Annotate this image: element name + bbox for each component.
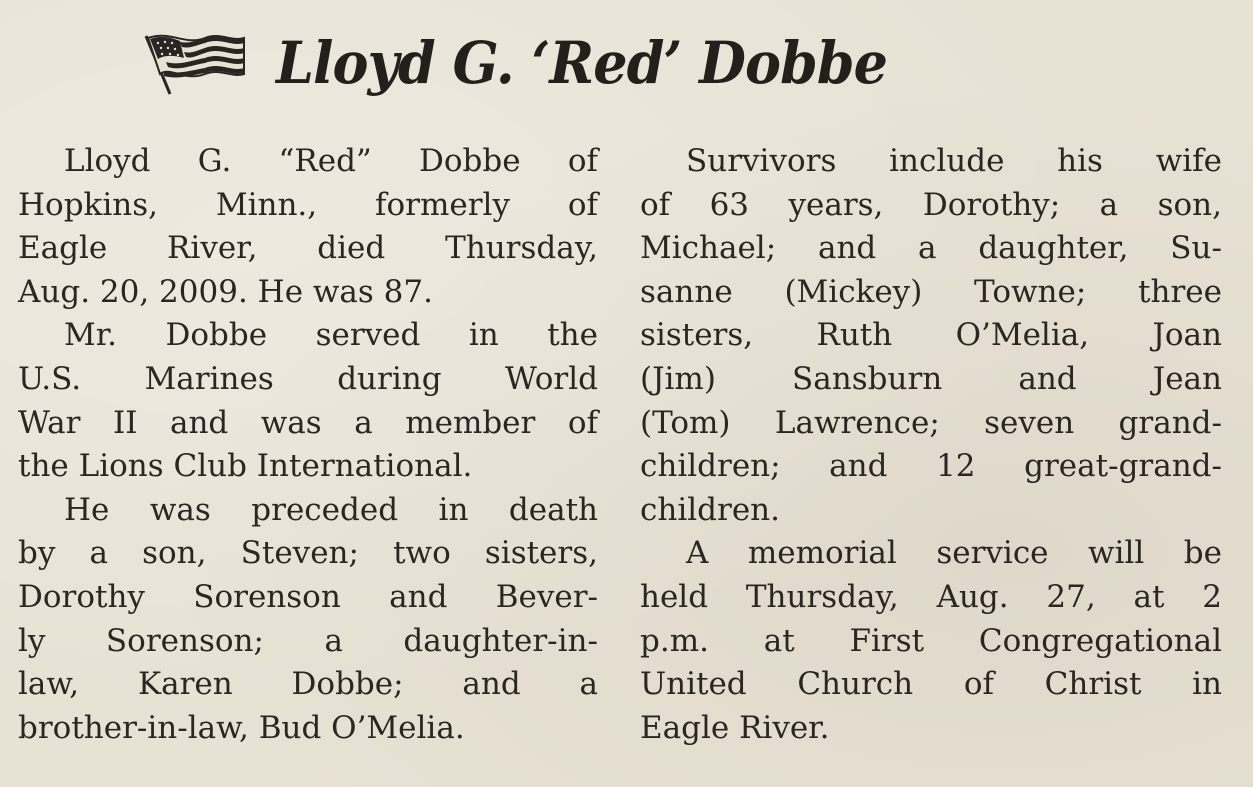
text-line: Eagle River. [640,709,830,746]
text-line: Michael; and a daughter, Su- [640,230,1222,267]
text-line: Hopkins, Minn., formerly of [18,186,598,223]
text-line: the Lions Club International. [18,448,473,485]
text-line: p.m. at First Congregational [640,622,1222,659]
obituary-headline [140,18,933,108]
text-line: He was preceded in death [64,491,598,528]
text-line: Eagle River, died Thursday, [18,230,598,267]
text-line: by a son, Steven; two sisters, [18,535,598,572]
text-line: sanne (Mickey) Towne; three [640,273,1222,310]
text-line: held Thursday, Aug. 27, at 2 [640,578,1222,615]
text-line: United Church of Christ in [640,666,1222,703]
text-line: brother-in-law, Bud O’Melia. [18,709,465,746]
text-line: Aug. 20, 2009. He was 87. [18,273,433,310]
text-line: ly Sorenson; a daughter-in- [18,622,598,659]
american-flag-icon [140,28,248,98]
text-line: children. [640,491,780,528]
text-line: (Tom) Lawrence; seven grand- [640,404,1222,441]
text-line: of 63 years, Dorothy; a son, [640,186,1222,223]
text-line: A memorial service will be [686,535,1222,572]
text-line: (Jim) Sansburn and Jean [640,360,1222,397]
text-line: War II and was a member of [18,404,598,441]
text-line: Mr. Dobbe served in the [64,317,598,354]
text-line: Survivors include his wife [686,143,1222,179]
text-line: Dorothy Sorenson and Bever- [18,578,598,615]
obituary-title: Lloyd G. ‘Red’ Dobbe [276,29,888,97]
text-line: Lloyd G. “Red” Dobbe of [64,143,598,179]
left-column [18,140,598,750]
text-line: law, Karen Dobbe; and a [18,666,598,703]
text-line: children; and 12 great-grand- [640,448,1222,485]
text-line: U.S. Marines during World [18,360,598,397]
right-column [640,140,1222,750]
text-line: sisters, Ruth O’Melia, Joan [640,317,1222,354]
